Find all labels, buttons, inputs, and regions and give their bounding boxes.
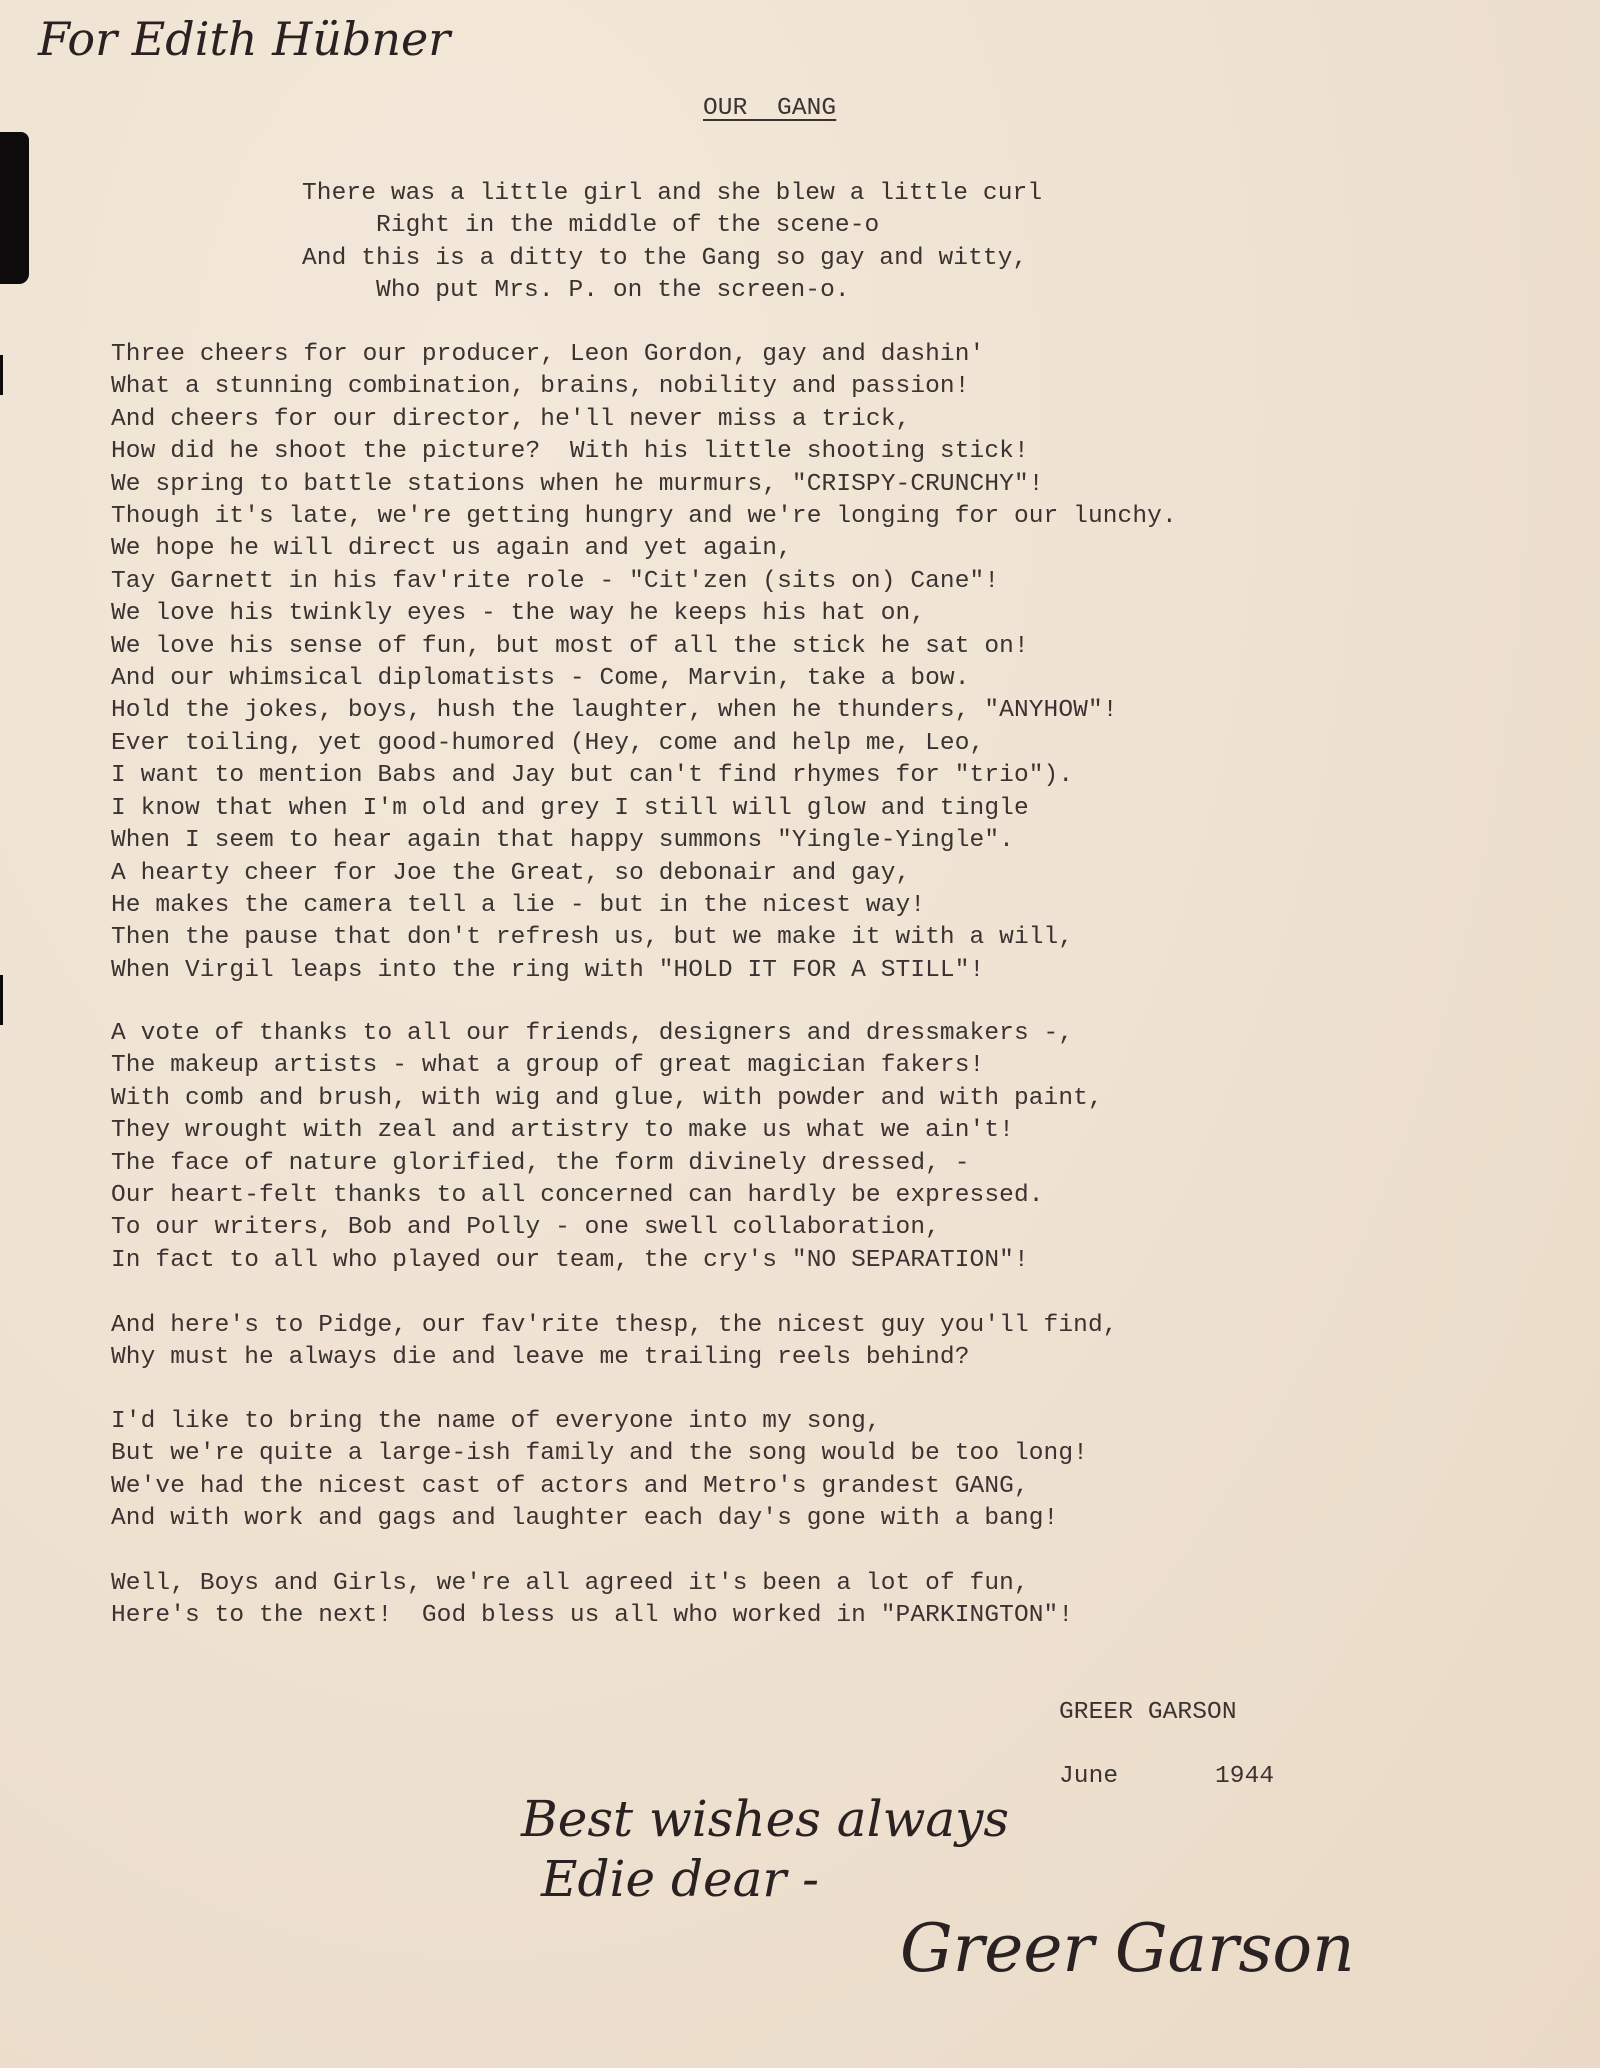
intro-verse: [302, 178, 1042, 308]
scan-edge-mark: [0, 355, 3, 395]
poem-line: We hope he will direct us again and yet again,: [111, 535, 792, 563]
poem-line: The makeup artists - what a group of great magician fakers!: [111, 1052, 985, 1080]
poem-line: And our whimsical diplomatists - Come, Marvin, take a bow.: [111, 665, 970, 693]
poem-line: In fact to all who played our team, the cry's "NO SEPARATION"!: [111, 1246, 1029, 1274]
poem-line: What a stunning combination, brains, nobility and passion!: [111, 373, 970, 401]
poem-line: Our heart-felt thanks to all concerned can hardly be expressed.: [111, 1182, 1044, 1210]
handwritten-note-line-2: Edie dear -: [541, 1850, 820, 1908]
poem-line: And cheers for our director, he'll never miss a trick,: [111, 405, 911, 433]
intro-line: And this is a ditty to the Gang so gay and witty,: [302, 244, 1028, 272]
intro-line: There was a little girl and she blew a little curl: [302, 180, 1043, 207]
poem-line: They wrought with zeal and artistry to make us what we ain't!: [111, 1117, 1014, 1145]
poem-line: Hold the jokes, boys, hush the laughter, when he thunders, "ANYHOW"!: [111, 697, 1118, 725]
poem-line: And with work and gags and laughter each day's gone with a bang!: [111, 1505, 1059, 1533]
poem-line: We love his twinkly eyes - the way he keeps his hat on,: [111, 600, 926, 628]
poem-line: I'd like to bring the name of everyone into my song,: [111, 1408, 881, 1435]
poem-line: When Virgil leaps into the ring with "HOLD IT FOR A STILL"!: [111, 956, 985, 984]
intro-line: Who put Mrs. P. on the screen-o.: [302, 277, 850, 305]
typed-signature: GREER GARSON: [1059, 1699, 1237, 1726]
poem-line: Well, Boys and Girls, we're all agreed it's been a lot of fun,: [111, 1570, 1029, 1597]
date-month: June: [1059, 1763, 1119, 1790]
poem-line: I know that when I'm old and grey I still will glow and tingle: [111, 794, 1029, 822]
poem-line: Tay Garnett in his fav'rite role - "Cit'zen (sits on) Cane"!: [111, 567, 1000, 595]
document-title: OUR GANG: [703, 95, 837, 122]
poem-line: We've had the nicest cast of actors and Metro's grandest GANG,: [111, 1472, 1029, 1500]
stanza: [111, 1018, 1103, 1277]
poem-line: How did he shoot the picture? With his little shooting stick!: [111, 438, 1029, 466]
stanza: [111, 1406, 1088, 1536]
stanza: [111, 1310, 1118, 1375]
poem-line: And here's to Pidge, our fav'rite thesp, the nicest guy you'll find,: [111, 1312, 1118, 1339]
poem-line: Then the pause that don't refresh us, but we make it with a will,: [111, 924, 1074, 952]
poem-line: A vote of thanks to all our friends, designers and dressmakers -,: [111, 1020, 1074, 1047]
poem-line: To our writers, Bob and Polly - one swell collaboration,: [111, 1214, 940, 1242]
poem-line: We love his sense of fun, but most of all the stick he sat on!: [111, 632, 1029, 660]
poem-line: We spring to battle stations when he murmurs, "CRISPY-CRUNCHY"!: [111, 470, 1044, 498]
handwritten-signature: Greer Garson: [900, 1910, 1355, 1987]
scan-edge-mark: [0, 975, 3, 1025]
scan-edge-mark: [0, 132, 29, 284]
date-year: 1944: [1215, 1763, 1275, 1790]
handwritten-inscription: For Edith Hübner: [38, 12, 451, 66]
poem-line: He makes the camera tell a lie - but in the nicest way!: [111, 891, 926, 919]
poem-line: The face of nature glorified, the form divinely dressed, -: [111, 1149, 970, 1177]
poem-line: I want to mention Babs and Jay but can't find rhymes for "trio").: [111, 762, 1074, 790]
stanza: [111, 1568, 1073, 1633]
intro-line: Right in the middle of the scene-o: [302, 212, 880, 240]
handwritten-note-line-1: Best wishes always: [521, 1790, 1010, 1848]
poem-line: Why must he always die and leave me trailing reels behind?: [111, 1344, 970, 1372]
poem-line: Here's to the next! God bless us all who worked in "PARKINGTON"!: [111, 1602, 1074, 1630]
poem-line: With comb and brush, with wig and glue, with powder and with paint,: [111, 1084, 1103, 1112]
stanza: [111, 339, 1177, 987]
poem-line: Three cheers for our producer, Leon Gordon, gay and dashin': [111, 341, 985, 368]
poem-line: Though it's late, we're getting hungry and we're longing for our lunchy.: [111, 503, 1177, 531]
poem-line: Ever toiling, yet good-humored (Hey, come and help me, Leo,: [111, 729, 985, 757]
poem-line: A hearty cheer for Joe the Great, so debonair and gay,: [111, 859, 911, 887]
poem-line: But we're quite a large-ish family and the song would be too long!: [111, 1440, 1088, 1468]
poem-line: When I seem to hear again that happy summons "Yingle-Yingle".: [111, 827, 1014, 855]
